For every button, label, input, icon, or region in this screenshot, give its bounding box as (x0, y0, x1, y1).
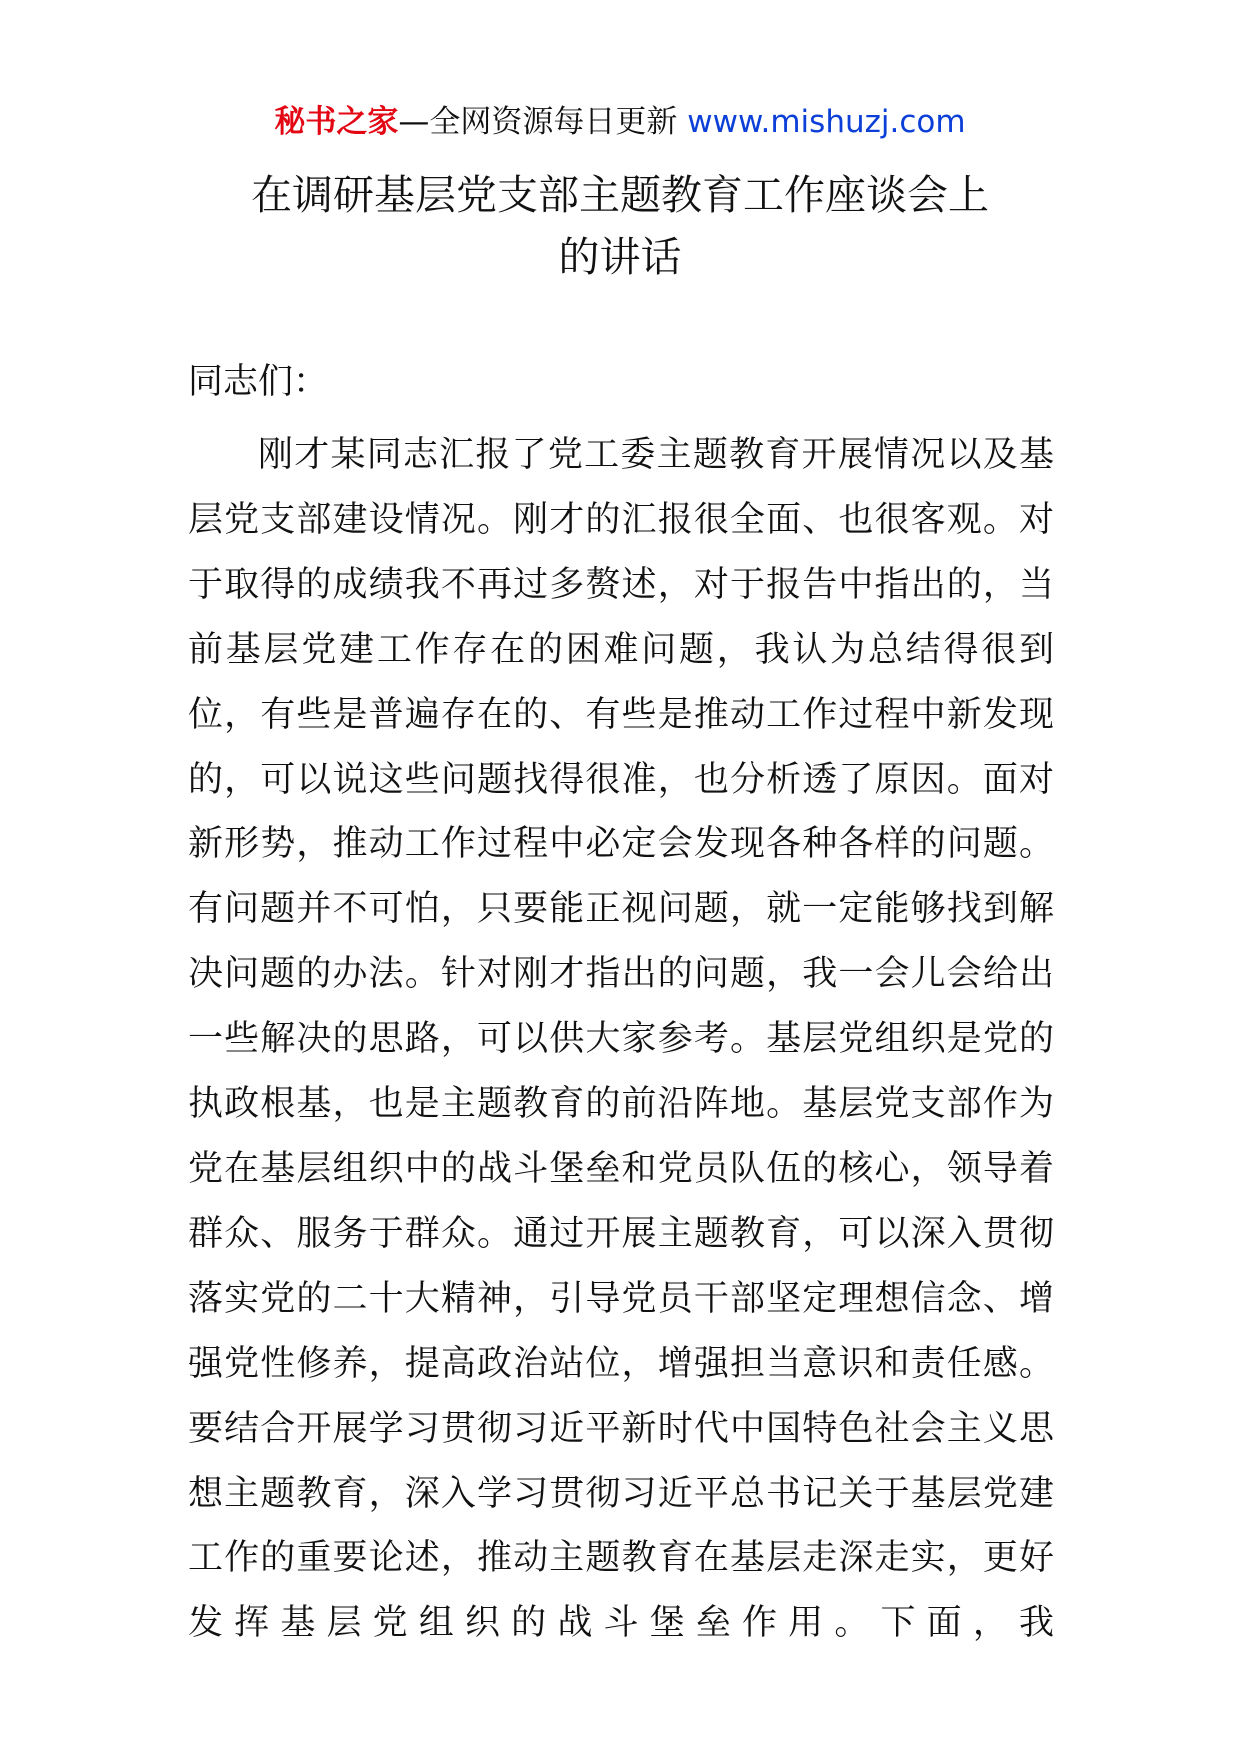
brand-name: 秘书之家 (274, 104, 399, 140)
salutation: 同志们： (188, 362, 329, 402)
title-line-2: 的讲话 (558, 233, 682, 281)
site-header (0, 100, 1240, 144)
title-line-1: 在调研基层党支部主题教育工作座谈会上 (251, 171, 989, 219)
header-tagline: —全网资源每日更新 (398, 104, 688, 140)
body-paragraph: 刚才某同志汇报了党工委主题教育开展情况以及基层党支部建设情况。刚才的汇报很全面、也很客观。对于取得的成绩我不再过多赘述，对于报告中指出的，当前基层党建工作存在的困难问题，我认为总结得很到位，有些是普遍存在的、有些是推动工作过程中新发现的，可以说这些问题找得很准，也分析透了原因。面对新形势，推动工作过程中必定会发现各种各样的问题。有问题并不可怕，只要能正视问题，就一定能够找到解决问题的办法。针对刚才指出的问题，我一会儿会给出一些解决的思路，可以供大家参考。基层党组织是党的执政根基，也是主题教育的前沿阵地。基层党支部作为党在基层组织中的战斗堡垒和党员队伍的核心，领导着群众、服务于群众。通过开展主题教育，可以深入贯彻落实党的二十大精神，引导党员干部坚定理想信念、增强党性修养，提高政治站位，增强担当意识和责任感。要结合开展学习贯彻习近平新时代中国特色社会主义思想主题教育，深入学习贯彻习近平总书记关于基层党建工作的重要论述，推动主题教育在基层走深走实，更好发挥基层党组织的战斗堡垒作用。下面，我 (188, 435, 1054, 1644)
document-title (0, 164, 1240, 288)
site-url-link[interactable]: www.mishuzj.com (687, 104, 966, 140)
